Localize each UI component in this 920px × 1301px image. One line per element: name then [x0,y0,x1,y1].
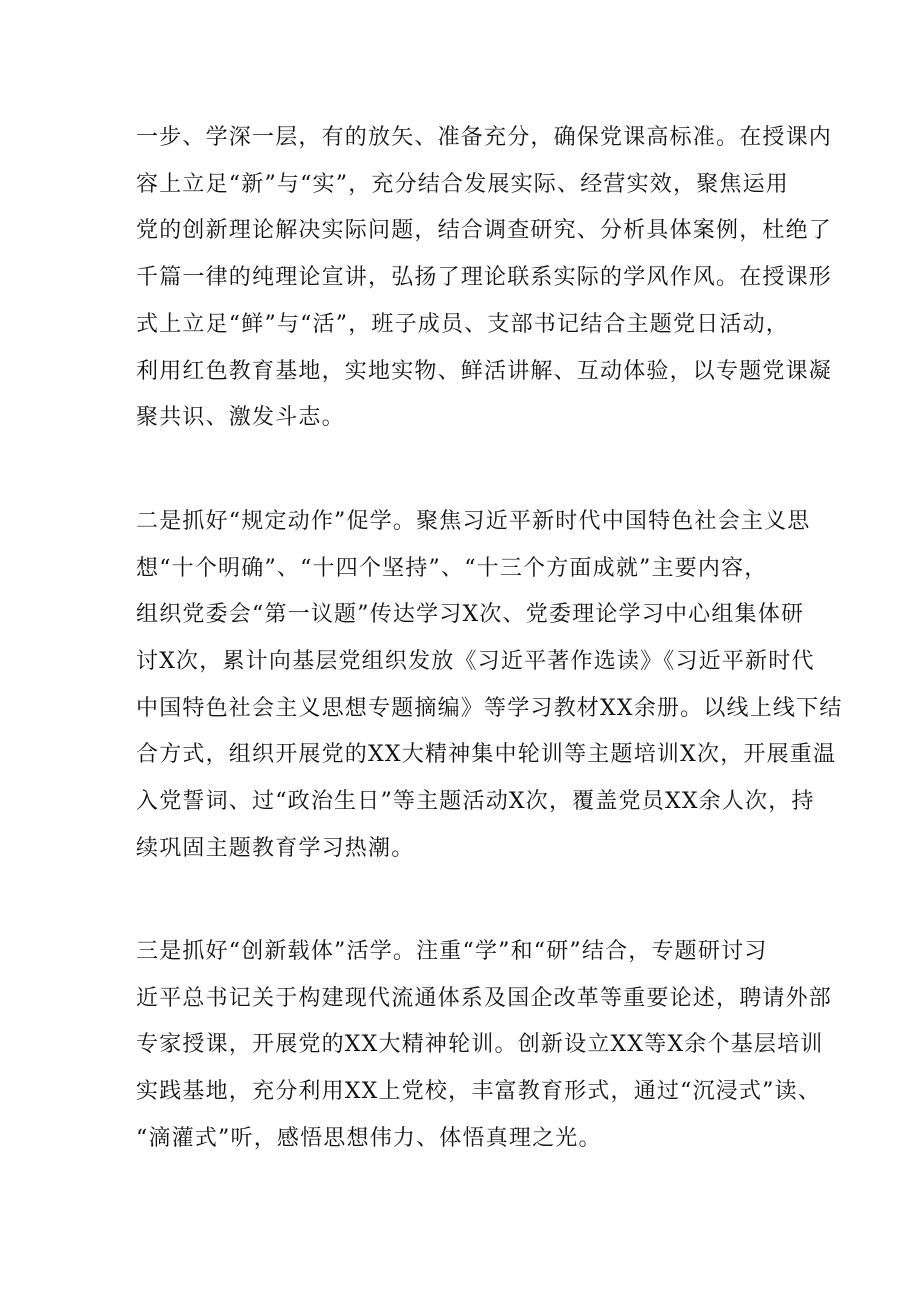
text-line: 实践基地，充分利用XX上党校，丰富教育形式，通过“沉浸式”读、 [136,1079,822,1104]
text-line: 式上立足“鲜”与“活”，班子成员、支部书记结合主题党日活动， [136,312,789,337]
text-line: 入党誓词、过“政治生日”等主题活动X次，覆盖党员XX余人次，持 [136,789,815,814]
text-line: 续巩固主题教育学习热潮。 [136,836,415,861]
text-line: 聚共识、激发斗志。 [136,405,345,430]
text-line: 利用红色教育基地，实地实物、鲜活讲解、互动体验，以专题党课凝 [136,359,833,384]
text-line: 想“十个明确”、“十四个坚持”、“十三个方面成就”主要内容， [136,556,768,581]
text-line: 党的创新理论解决实际问题，结合调查研究、分析具体案例，杜绝了 [136,218,833,243]
text-line: 容上立足“新”与“实”，充分结合发展实际、经营实效，聚焦运用 [136,172,789,197]
text-line: 一步、学深一层，有的放矢、准备充分，确保党课高标准。在授课内 [136,125,833,150]
text-line: 组织党委会“第一议题”传达学习X次、党委理论学习中心组集体研 [136,602,805,627]
text-line: 二是抓好“规定动作”促学。聚焦习近平新时代中国特色社会主义思 [136,509,811,534]
text-line: 讨X次，累计向基层党组织发放《习近平著作选读》《习近平新时代 [136,649,815,674]
text-line: 千篇一律的纯理论宣讲，弘扬了理论联系实际的学风作风。在授课形 [136,265,833,290]
text-line: 中国特色社会主义思想专题摘编》等学习教材XX余册。以线上线下结 [136,696,843,721]
text-line: 专家授课，开展党的XX大精神轮训。创新设立XX等X余个基层培训 [136,1032,824,1057]
text-line: 近平总书记关于构建现代流通体系及国企改革等重要论述，聘请外部 [136,986,833,1011]
text-line: 合方式，组织开展党的XX大精神集中轮训等主题培训X次，开展重温 [136,742,837,767]
text-line: 三是抓好“创新载体”活学。注重“学”和“研”结合，专题研讨习 [136,939,768,964]
text-line: “滴灌式”听，感悟思想伟力、体悟真理之光。 [136,1126,602,1151]
